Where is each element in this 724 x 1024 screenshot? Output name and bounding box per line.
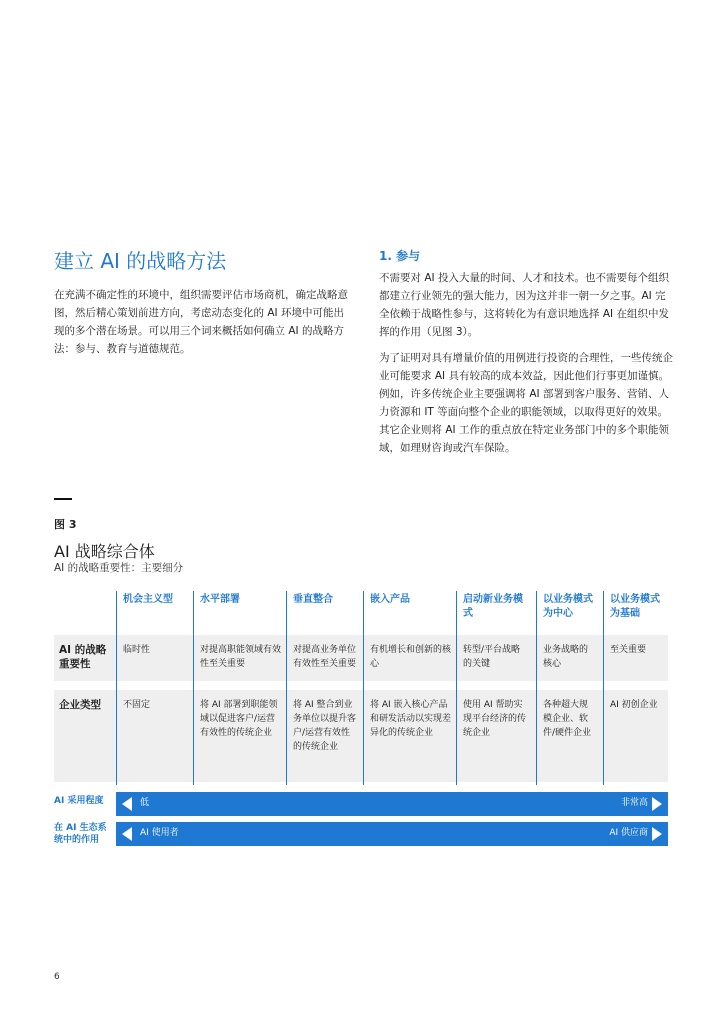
subsection-heading: 1. 参与 — [379, 249, 421, 263]
table-cell: 对提高职能领域有效性至关重要 — [200, 645, 282, 669]
table-cell: 将 AI 嵌入核心产品和研发活动以实现差异化的传统企业 — [370, 700, 452, 738]
table-cell: 对提高业务单位有效性至关重要 — [293, 645, 357, 669]
left-arrow-icon — [122, 827, 132, 841]
row-header-enterprise-type: 企业类型 — [59, 699, 101, 711]
column-divider-4 — [363, 591, 364, 785]
column-divider-1 — [116, 591, 117, 785]
table-cell: AI 初创企业 — [610, 700, 658, 710]
section-title: 建立 AI 的战略方法 — [54, 249, 227, 273]
table-cell: 业务战略的核心 — [543, 645, 589, 669]
column-header-vertical: 垂直整合 — [293, 594, 333, 605]
table-cell: 使用 AI 帮助实现平台经济的传统企业 — [463, 700, 527, 738]
scale-left-text: AI 使用者 — [140, 828, 179, 838]
row-header-strategic-importance: AI 的战略重要性 — [59, 644, 107, 670]
scale-left-text: 低 — [140, 798, 150, 808]
right-arrow-icon — [652, 797, 662, 811]
ecosystem-role-scale-bar — [116, 822, 668, 846]
column-header-horizontal: 水平部署 — [200, 594, 240, 605]
scale-label-ecosystem-role: 在 AI 生态系统中的作用 — [54, 823, 107, 845]
body-paragraph-1: 不需要对 AI 投入大量的时间、人才和技术。也不需要每个组织都建立行业领先的强大能力，因为这并非一朝一夕之事。AI 完全依赖于战略性参与，这将转化为有意识地选择 AI 在组织中发挥的作用（见图 3）。 — [379, 272, 669, 338]
column-header-embedded-product: 嵌入产品 — [370, 594, 410, 605]
left-arrow-icon — [122, 797, 132, 811]
table-cell: 不固定 — [123, 700, 151, 710]
column-header-new-business: 启动新业务模式 — [463, 594, 523, 619]
column-divider-6 — [536, 591, 537, 785]
right-arrow-icon — [652, 827, 662, 841]
column-divider-2 — [193, 591, 194, 785]
column-header-business-foundation: 以业务模式为基础 — [610, 594, 660, 619]
table-cell: 将 AI 部署到职能领域以促进客户/运营有效性的传统企业 — [200, 700, 278, 738]
column-divider-7 — [603, 591, 604, 785]
table-cell: 至关重要 — [610, 645, 647, 655]
figure-subtitle: AI 的战略重要性：主要细分 — [54, 562, 184, 574]
intro-paragraph: 在充满不确定性的环境中，组织需要评估市场商机，确定战略意图，然后精心策划前进方向，考虑动态变化的 AI 环境中可能出现的多个潜在场景。可以用三个词来概括如何确立 AI 的战略方法：参与、教育与道德规范。 — [54, 289, 348, 355]
column-divider-5 — [456, 591, 457, 785]
table-cell: 有机增长和创新的核心 — [370, 645, 452, 669]
column-divider-3 — [286, 591, 287, 785]
right-column — [379, 247, 673, 465]
figure-divider — [54, 498, 72, 500]
page-number: 6 — [54, 972, 60, 982]
table-cell: 各种超大规模企业、软件/硬件企业 — [543, 700, 592, 738]
column-header-opportunistic: 机会主义型 — [123, 594, 173, 605]
column-header-business-centric: 以业务模式为中心 — [543, 594, 593, 619]
adoption-scale-bar — [116, 792, 668, 816]
scale-label-adoption: AI 采用程度 — [54, 796, 104, 806]
scale-right-text: AI 供应商 — [609, 828, 648, 838]
figure-title: AI 战略综合体 — [54, 542, 155, 561]
table-cell: 临时性 — [123, 645, 151, 655]
table-cell: 将 AI 整合到业务单位以提升客户/运营有效性的传统企业 — [293, 700, 357, 752]
scale-right-text: 非常高 — [620, 798, 648, 808]
figure-label: 图 3 — [54, 518, 77, 531]
body-paragraph-2: 为了证明对具有增量价值的用例进行投资的合理性，一些传统企业可能要求 AI 具有较高的成本效益，因此他们行事更加谨慎。例如，许多传统企业主要强调将 AI 部署到客户服务、营销、人力资源和 IT 等面向整个企业的职能领域，以取得更好的效果。其它企业则将 AI 工作的重点放在特定业务部门中的多个职能领域，如理财咨询或汽车保险。 — [379, 352, 673, 454]
table-cell: 转型/平台战略的关键 — [463, 645, 521, 669]
